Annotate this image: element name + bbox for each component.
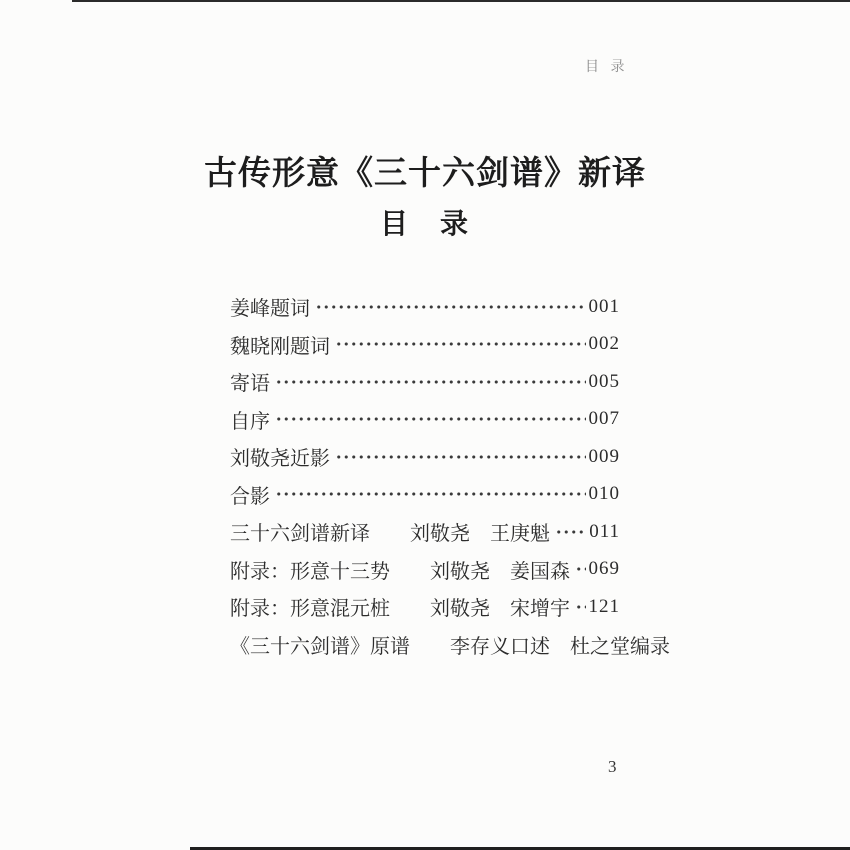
dot-leader [313,297,586,317]
toc-entry-label: 姜峰题词 [230,298,310,321]
toc-entry [230,513,620,551]
page-title: 古传形意《三十六剑谱》新译 [204,154,646,191]
toc-entry-page: 005 [588,370,620,392]
toc-entry-page: 069 [588,558,620,580]
toc-entry [230,551,620,589]
toc-entry-label: 三十六剑谱新译 刘敬尧 王庚魁 [230,523,550,546]
toc-entry-label: 魏晓刚题词 [230,335,330,358]
toc-entry-label: 寄语 [230,373,270,396]
toc-entry [230,588,620,626]
toc-entry-page: 011 [589,520,620,542]
toc-entry-page: 007 [588,408,620,430]
toc-entry-label: 《三十六剑谱》原谱 李存义口述 杜之堂编录 [230,635,670,658]
toc-entry [230,438,620,476]
dot-leader [573,597,586,617]
toc-entry-label: 刘敬尧近影 [230,448,330,471]
toc-entry-page: 009 [588,445,620,467]
toc-entry [230,401,620,439]
toc-entry [230,288,620,326]
toc-entry-label: 合影 [230,485,270,508]
toc-entry-page: 002 [588,333,620,355]
toc-entry-label: 附录：形意混元桩 刘敬尧 宋增宇 [230,598,570,621]
toc-list [230,288,670,663]
dot-leader [273,409,586,429]
dot-leader [333,334,586,354]
toc-heading: 目 录 [379,208,470,239]
dot-leader [553,522,586,542]
dot-leader [333,447,586,467]
dot-leader [573,559,586,579]
dot-leader [273,372,586,392]
toc-entry [230,326,620,364]
dot-leader [273,484,586,504]
toc-entry-label: 自序 [230,410,270,433]
scan-edge-top [72,0,850,2]
toc-entry-label: 附录：形意十三势 刘敬尧 姜国森 [230,560,570,583]
page-number: 3 [608,757,617,776]
toc-entry [230,626,670,664]
running-header: 目 录 [585,60,629,75]
toc-entry-page: 010 [588,483,620,505]
toc-entry-page: 121 [588,595,620,617]
toc-entry [230,363,620,401]
toc-entry-page: 001 [588,295,620,317]
toc-entry [230,476,620,514]
